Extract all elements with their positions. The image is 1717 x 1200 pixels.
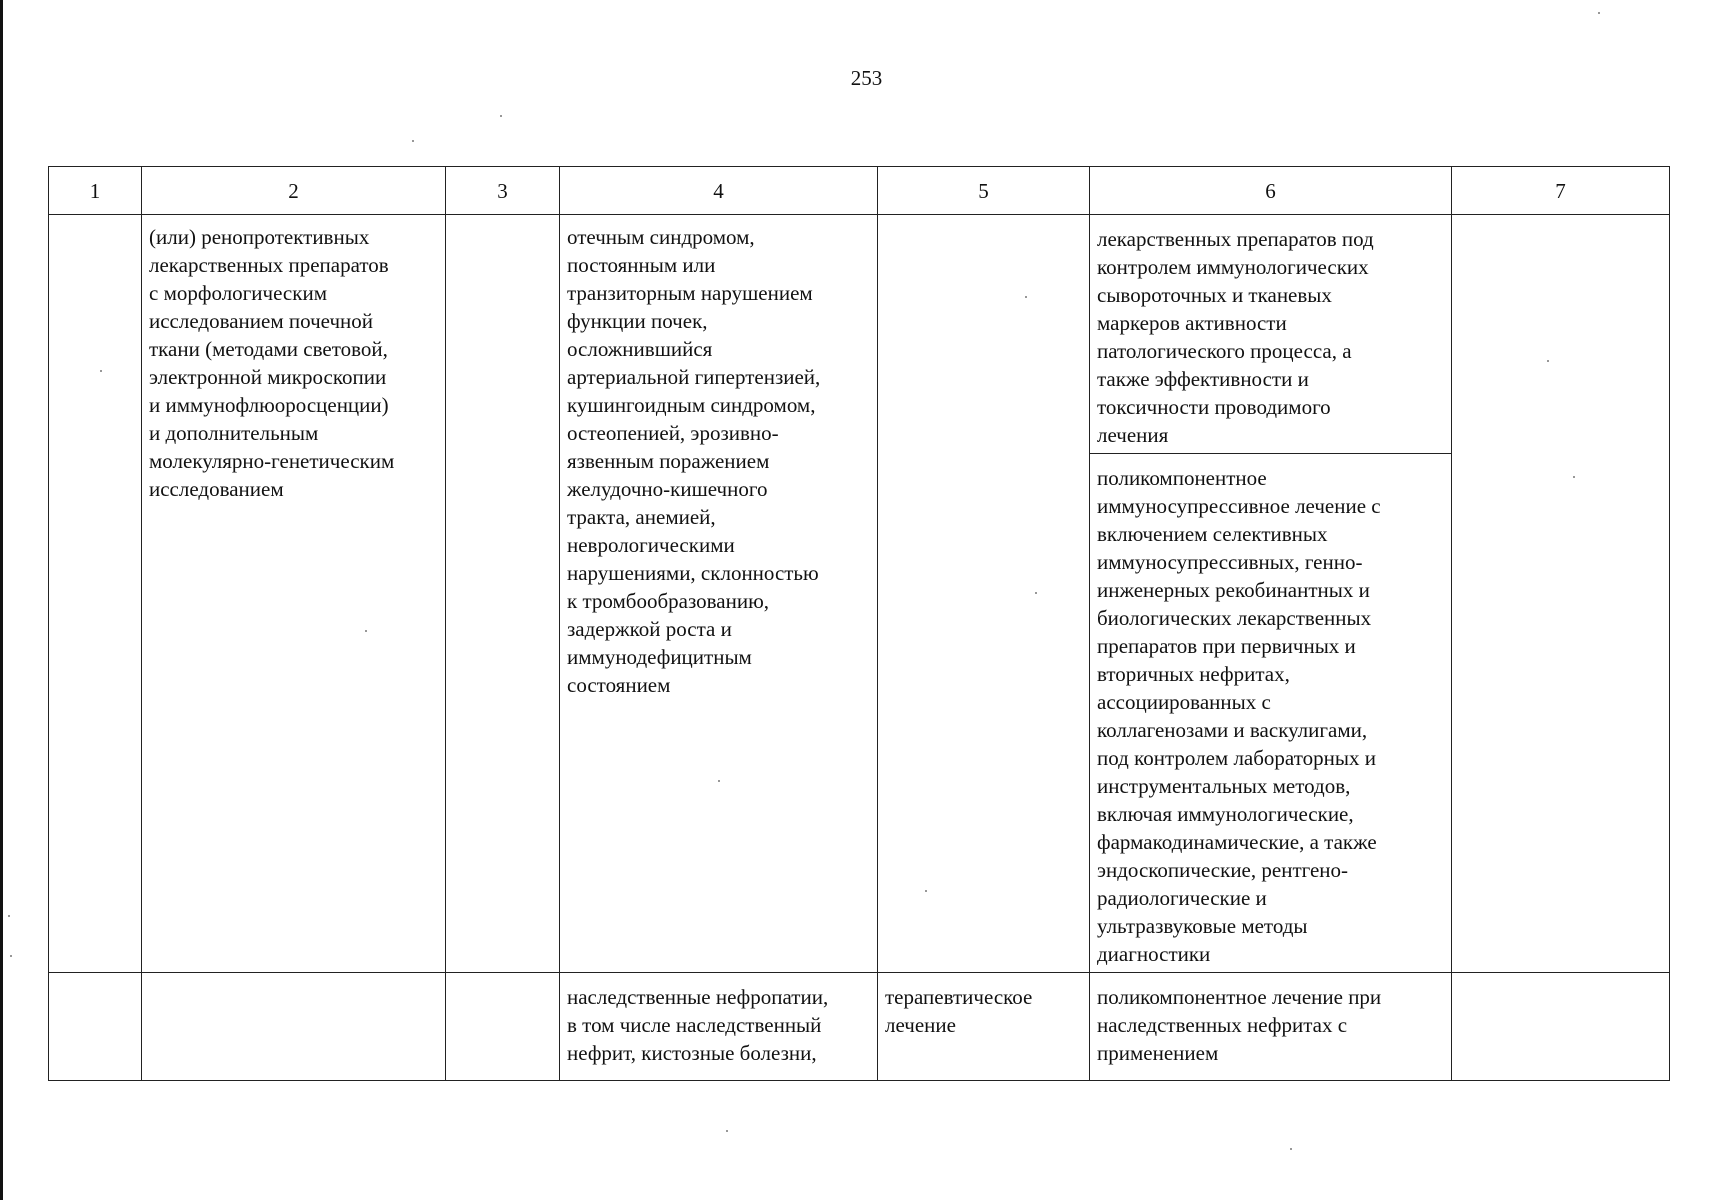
table-header-row	[49, 167, 1670, 215]
scan-speck	[718, 780, 720, 782]
scan-speck	[1573, 476, 1575, 478]
scan-speck	[8, 915, 10, 917]
scan-speck	[1290, 1148, 1292, 1150]
table-row	[49, 973, 1670, 1081]
row2-cell-2	[142, 973, 446, 1081]
row2-cell-1	[49, 973, 142, 1081]
header-cell-2: 2	[142, 167, 446, 215]
document-table	[48, 166, 1670, 1081]
row2-cell-5: терапевтическое лечение	[878, 973, 1090, 1081]
scan-speck	[925, 890, 927, 892]
row2-cell-7	[1452, 973, 1670, 1081]
scan-speck	[412, 140, 414, 142]
row1-cell-3	[446, 215, 560, 973]
page-number: 253	[850, 66, 883, 90]
row2-cell-3	[446, 973, 560, 1081]
row1-cell-7	[1452, 215, 1670, 973]
scan-speck	[1598, 12, 1600, 14]
header-cell-1: 1	[49, 167, 142, 215]
scan-speck	[10, 955, 12, 957]
scan-left-edge	[0, 0, 3, 1200]
row2-cell-6: поликомпонентное лечение при наследственных нефритах с применением	[1090, 973, 1452, 1081]
scan-speck	[500, 115, 502, 117]
row1-cell-2: (или) ренопротективных лекарственных препаратов с морфологическим исследованием почечной ткани (методами световой, электронной микроскопии и иммунофлюоросценции) и дополнительным молекулярно-генетическим исследованием	[142, 215, 446, 973]
header-cell-6: 6	[1090, 167, 1452, 215]
scan-speck	[1547, 360, 1549, 362]
header-cell-7: 7	[1452, 167, 1670, 215]
row2-cell-4: наследственные нефропатии, в том числе наследственный нефрит, кистозные болезни,	[560, 973, 878, 1081]
row1-cell-5	[878, 215, 1090, 973]
scan-speck	[100, 370, 102, 372]
scan-speck	[726, 1130, 728, 1132]
header-cell-3: 3	[446, 167, 560, 215]
header-cell-4: 4	[560, 167, 878, 215]
header-cell-5: 5	[878, 167, 1090, 215]
row1-cell-6a: лекарственных препаратов под контролем иммунологических сывороточных и тканевых маркеров активности патологического процесса, а также эффективности и токсичности проводимого лечения	[1090, 215, 1452, 454]
scan-speck	[1035, 592, 1037, 594]
row1-cell-6b: поликомпонентное иммуносупрессивное лечение с включением селективных иммуносупрессивных, генно- инженерных рекобинантных и биологических лекарственных препаратов при первичных и вторичных нефритах, ассоциированных с коллагенозами и васкулигами, под контролем лабораторных и инструментальных методов, включая иммунологические, фармакодинамические, а также эндоскопические, рентгено- радиологические и ультразвуковые методы диагностики	[1090, 454, 1452, 973]
scan-speck	[365, 630, 367, 632]
row1-cell-1	[49, 215, 142, 973]
row1-cell-4: отечным синдромом, постоянным или транзиторным нарушением функции почек, осложнившийся артериальной гипертензией, кушингоидным синдромом, остеопенией, эрозивно- язвенным поражением желудочно-кишечного тракта, анемией, неврологическими нарушениями, склонностью к тромбообразованию, задержкой роста и иммунодефицитным состоянием	[560, 215, 878, 973]
table-row	[49, 215, 1670, 454]
scan-speck	[1025, 296, 1027, 298]
